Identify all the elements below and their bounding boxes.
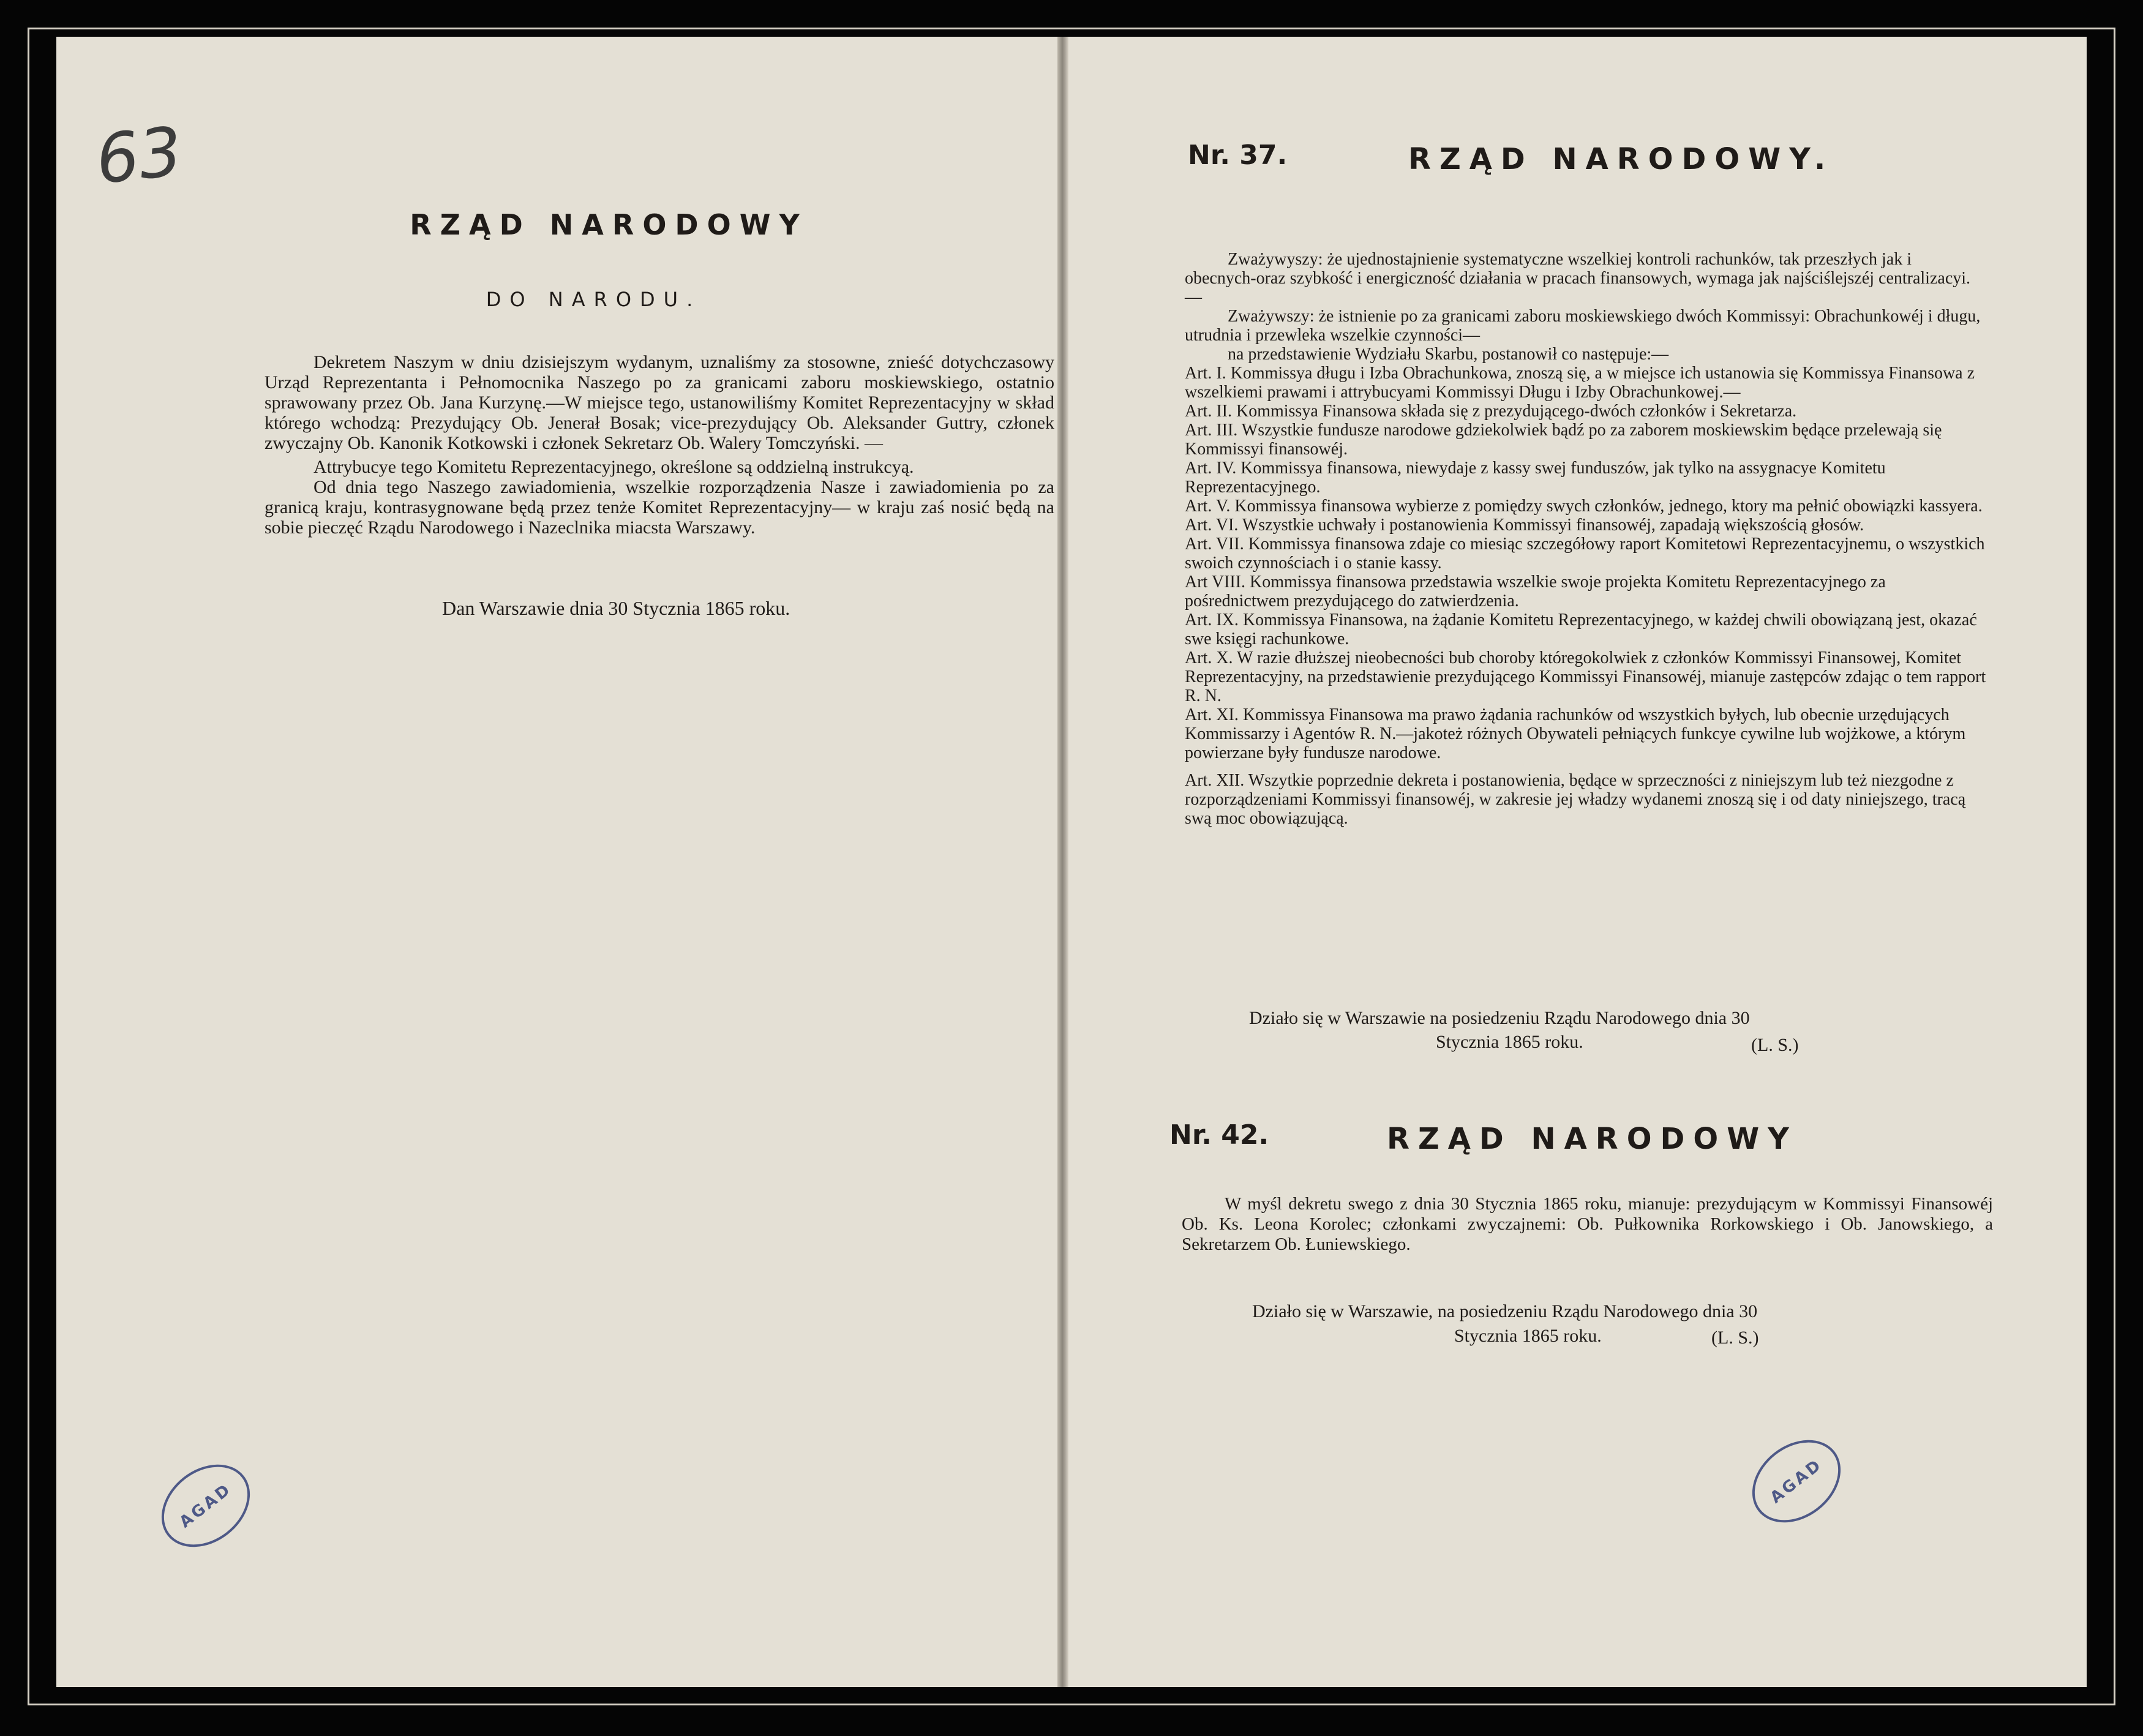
left-date-line: Dan Warszawie dnia 30 Stycznia 1865 roku. — [442, 597, 790, 619]
decree1-preamble-3: na przedstawienie Wydziału Skarbu, postanowił co następuje:— — [1228, 345, 1669, 364]
decree1-article-4: Art. IV. Kommissya finansowa, niewydaje z kassy swej funduszów, jak tylko na assygnacye Komitetu Reprezentacyjnego. — [1185, 459, 1886, 497]
decree1-article-8: Art VIII. Kommissya finansowa przedstawia wszelkie swoje projekta Komitetu Reprezentacyjnego za pośrednictwem prezydującego do zatwierdzenia. — [1185, 573, 1886, 611]
page-fold — [1057, 37, 1068, 1687]
decree1-closing-line-1: Działo się w Warszawie na posiedzeniu Rządu Narodowego dnia 30 — [1249, 1008, 1750, 1028]
decree2-closing-line-2: Stycznia 1865 roku. — [1454, 1326, 1602, 1346]
decree1-article-7: Art. VII. Kommissya finansowa zdaje co miesiąc szczegółowy raport Komitetowi Reprezentacyjnemu, o wszystkich swoich czynnościach i o stanie kassy. — [1185, 535, 1985, 573]
left-paragraph-2: Attrybucye tego Komitetu Reprezentacyjnego, określone są oddzielną instrukcyą. — [313, 457, 914, 477]
decree1-article-6: Art. VI. Wszystkie uchwały i postanowienia Kommissyi finansowéj, zapadają większością głosów. — [1185, 516, 1864, 535]
left-body — [265, 352, 1054, 538]
decree1-article-5: Art. V. Kommissya finansowa wybierze z pomiędzy swych członków, jednego, ktory ma pełnić obowiązki kassyera. — [1185, 497, 1983, 516]
left-page — [56, 37, 1057, 1687]
decree1-closing-line-2: Stycznia 1865 roku. — [1436, 1032, 1583, 1052]
decree1-article-3: Art. III. Wszystkie fundusze narodowe gdziekolwiek bądź po za zaborem moskiewskim będące przelewają się Kommissyi finansowéj. — [1185, 421, 1942, 459]
archive-page-number: 63 — [92, 112, 186, 199]
decree1-article-9: Art. IX. Kommissya Finansowa, na żądanie Komitetu Reprezentacyjnego, w każdej chwili obowiązaną jest, okazać swe księgi rachunkowe. — [1185, 611, 1977, 648]
decree2-text: W myśl dekretu swego z dnia 30 Stycznia 1865 roku, mianuje: prezydującym w Kommissyi Finansowéj Ob. Ks. Leona Korolec; członkami zwyczajnemi: Ob. Pułkownika Rorkowskiego i Ob. Janowskiego, a Sekretarzem Ob. Łuniewskiego. — [1182, 1194, 1993, 1254]
decree2-title: RZĄD NARODOWY — [1387, 1122, 1798, 1156]
archive-stamp — [1736, 1423, 1856, 1539]
decree1-body — [1185, 250, 1987, 828]
decree1-article-1: Art. I. Kommissya długu i Izba Obrachunkowa, znoszą się, a w miejsce ich ustanowia się Kommissya Finansowa z wszelkiemi prawami i attrybucyami Kommissyi Długu i Izby Obrachunkowej.— — [1185, 364, 1975, 402]
decree1-number: Nr. 37. — [1188, 140, 1288, 171]
decree2-seal: (L. S.) — [1711, 1328, 1759, 1348]
decree1-article-10: Art. X. W razie dłuższej nieobecności bub choroby któregokolwiek z członków Kommissyi Finansowej, Komitet Reprezentacyjny, na przedstawienie prezydującego Kommissyi Finansowéj, mianuje zastępców zdając o tem rapport R. N. — [1185, 648, 1986, 705]
archive-stamp-text: AGAD — [1766, 1455, 1826, 1508]
left-subtitle: DO NARODU. — [486, 288, 702, 311]
decree1-preamble-1: Zważywyszy: że ujednostajnienie systematyczne wszelkiej kontroli rachunków, tak przeszłych jak i obecnych-oraz szybkość i energiczność działania w pracach finansowych, wymaga jak najściślejszéj centralizacyi.— — [1185, 250, 1971, 307]
decree1-preamble-2: Zważywszy: że istnienie po za granicami zaboru moskiewskiego dwóch Kommissyi: Obrachunkowéj i długu, utrudnia i przewleka wszelkie czynności— — [1185, 307, 1981, 345]
decree1-title: RZĄD NARODOWY. — [1408, 142, 1834, 176]
decree2-closing-line-1: Działo się w Warszawie, na posiedzeniu Rządu Narodowego dnia 30 — [1252, 1301, 1758, 1321]
right-page — [1068, 37, 2087, 1687]
decree1-article-12: Art. XII. Wszytkie poprzednie dekreta i postanowienia, będące w sprzeczności z niniejszym lub też niezgodne z rozporządzeniami Kommissyi finansowéj, w zakresie jej władzy wydanemi znoszą się i od daty niniejszego, tracą swą moc obowiązującą. — [1185, 771, 1966, 828]
left-paragraph-3: Od dnia tego Naszego zawiadomienia, wszelkie rozporządzenia Nasze i zawiadomienia po za granicą kraju, kontrasygnowane będą przez tenże Komitet Reprezentacyjny— w kraju zaś nosić będą na sobie pieczęć Rządu Narodowego i Nazeclnika miacsta Warszawy. — [265, 477, 1054, 538]
decree2-number: Nr. 42. — [1169, 1119, 1269, 1151]
left-paragraph-1: Dekretem Naszym w dniu dzisiejszym wydanym, uznaliśmy za stosowne, znieść dotychczasowy Urząd Reprezentanta i Pełnomocnika Naszego po za granicami zaboru moskiewskiego, ostatnio sprawowany przez Ob. Jana Kurzynę.—W miejsce tego, ustanowiliśmy Komitet Reprezentacyjny w skład którego wchodzą: Prezydujący Ob. Jenerał Bosak; vice-prezydujący Ob. Aleksander Guttry, członek zwyczajny Ob. Kanonik Kotkowski i członek Sekretarz Ob. Walery Tomczyński. — — [265, 352, 1054, 453]
archive-stamp — [145, 1448, 266, 1564]
decree1-seal: (L. S.) — [1751, 1035, 1799, 1055]
decree1-article-2: Art. II. Kommissya Finansowa składa się z prezydującego-dwóch członków i Sekretarza. — [1185, 402, 1797, 421]
left-title: RZĄD NARODOWY — [410, 208, 808, 241]
decree1-article-11: Art. XI. Kommissya Finansowa ma prawo żądania rachunków od wszystkich byłych, lub obecnie urzędujących Kommissarzy i Agentów R. N.—jakoteż różnych Obywateli pełniących funkcye cywilne lub wojżkowe, a którym powierzane były fundusze narodowe. — [1185, 705, 1966, 762]
archive-stamp-text: AGAD — [176, 1479, 236, 1532]
